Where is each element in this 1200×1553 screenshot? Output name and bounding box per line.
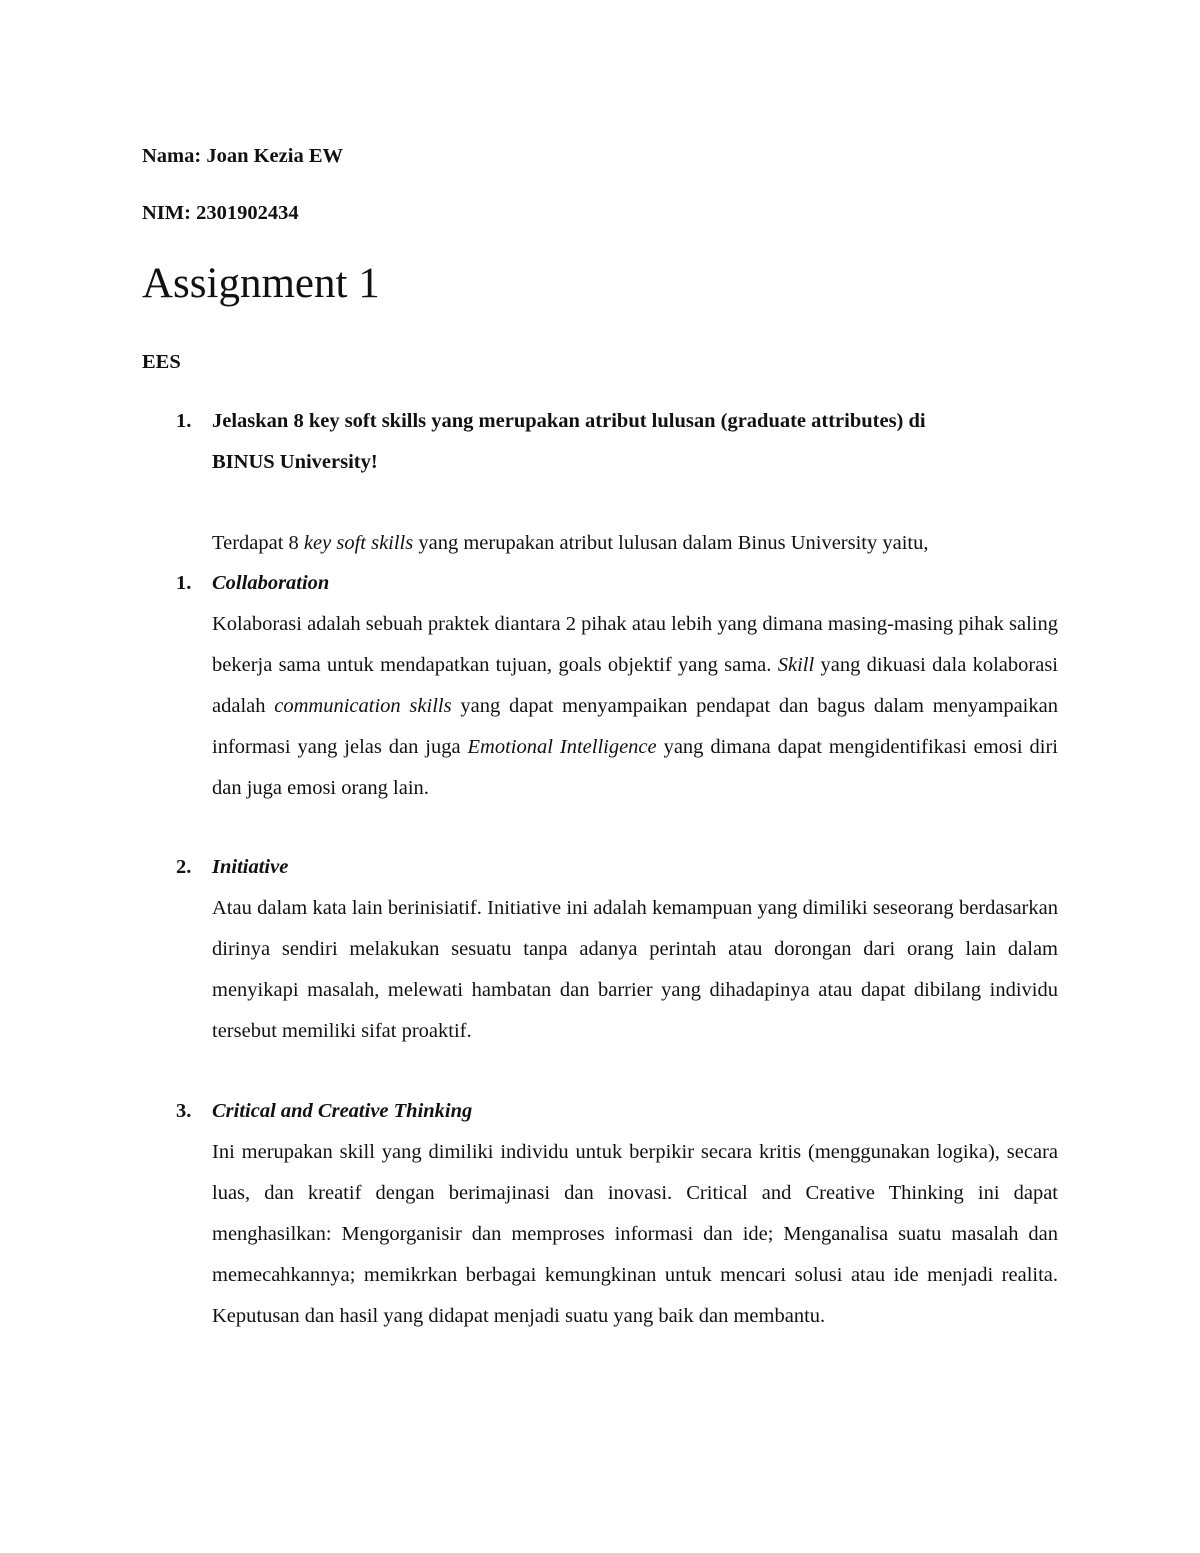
page-title: Assignment 1 <box>142 260 380 307</box>
item-2-body: Atau dalam kata lain berinisiatif. Initiative ini adalah kemampuan yang dimiliki seseorang berdasarkan dirinya sendiri melakukan sesuatu tanpa adanya perintah atau dorongan dari orang lain dalam menyikapi masalah, melewati hambatan dan barrier yang dihadapinya atau dapat dibilang individu tersebut memiliki sifat proaktif. <box>212 897 1058 1042</box>
item-1-text-1: Kolaborasi adalah sebuah praktek diantara 2 pihak atau lebih yang dimana masing-masing pihak saling bekerja sama untuk mendapatkan tujuan, goals objektif yang sama. <box>212 613 1058 676</box>
item-1-title: Collaboration <box>212 572 330 594</box>
item-2-number: 2. <box>176 856 192 878</box>
student-nim: NIM: 2301902434 <box>142 202 299 224</box>
question-line-2: BINUS University! <box>212 451 378 473</box>
item-1-text-3: yang dapat menyampaikan pendapat dan bagus dalam menyampaikan informasi yang jelas dan juga <box>212 694 1058 758</box>
intro-text <box>212 531 928 555</box>
item-1-em-1: Skill <box>777 653 815 676</box>
question-number: 1. <box>176 410 192 432</box>
item-2-title: Initiative <box>212 856 289 878</box>
student-name: Nama: Joan Kezia EW <box>142 145 343 167</box>
item-3-body: Ini merupakan skill yang dimiliki individu untuk berpikir secara kritis (menggunakan logika), secara luas, dan kreatif dengan berimajinasi dan inovasi. Critical and Creative Thinking ini dapat menghasilkan: Mengorganisir dan memproses informasi dan ide; Menganalisa suatu masalah dan memecahkannya; memikrkan berbagai kemungkinan untuk mencari solusi atau ide menjadi realita. Keputusan dan hasil yang didapat menjadi suatu yang baik dan membantu. <box>212 1141 1058 1327</box>
item-1-text-4: yang dimana dapat mengidentifikasi emosi diri dan juga emosi orang lain. <box>212 735 1059 799</box>
question-line-1: Jelaskan 8 key soft skills yang merupakan atribut lulusan (graduate attributes) di <box>212 410 926 432</box>
course-code: EES <box>142 351 181 373</box>
intro-text-a: Terdapat 8 <box>212 532 304 554</box>
item-1-text-2: yang dikuasi dala kolaborasi adalah <box>212 653 1058 717</box>
item-1-em-3: Emotional Intelligence <box>467 735 657 758</box>
item-1-number: 1. <box>176 572 192 594</box>
item-3-title: Critical and Creative Thinking <box>212 1100 473 1122</box>
intro-text-em: key soft skills <box>303 532 414 554</box>
item-1-body <box>212 604 1058 809</box>
intro-text-c: yang merupakan atribut lulusan dalam Binus University yaitu, <box>413 532 929 554</box>
item-1-em-2: communication skills <box>274 694 452 717</box>
item-3-number: 3. <box>176 1100 192 1122</box>
